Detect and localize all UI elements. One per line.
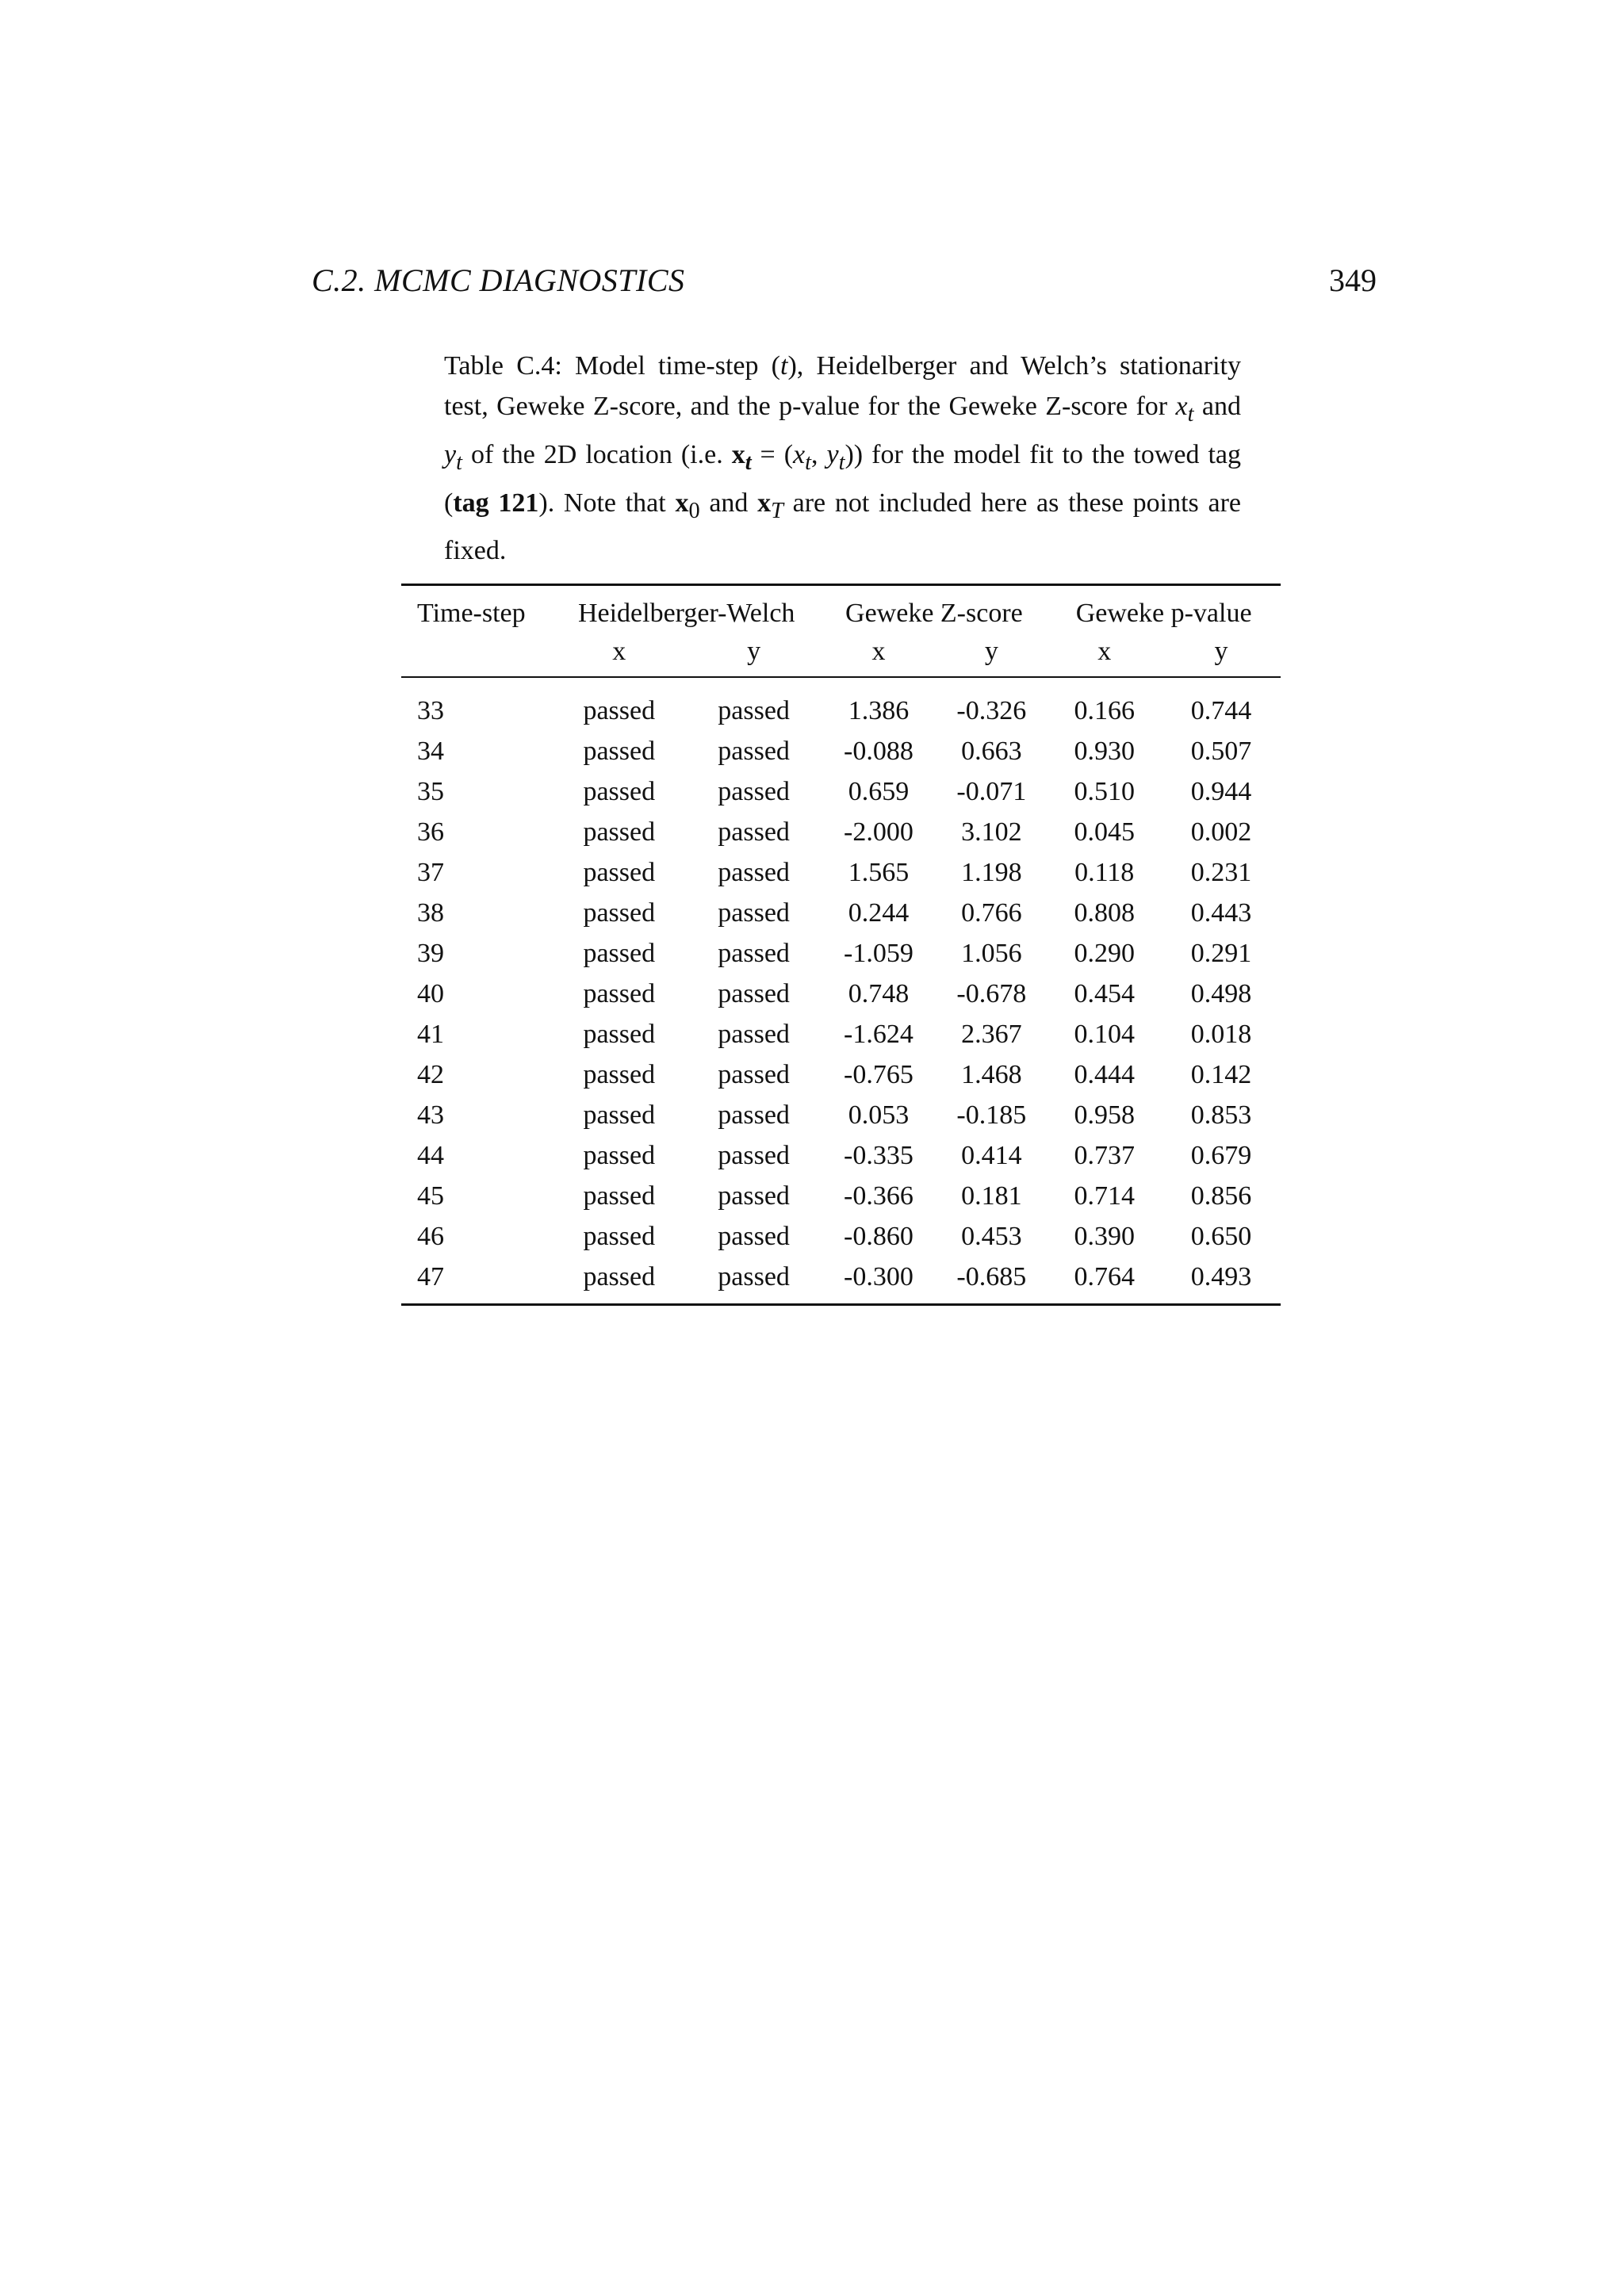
sub-header-p-y: y bbox=[1214, 637, 1228, 666]
cell-hw-x: passed bbox=[583, 1059, 656, 1089]
page-number: 349 bbox=[1329, 262, 1377, 298]
cell-p-x: 0.808 bbox=[1074, 897, 1135, 928]
cell-hw-x: passed bbox=[583, 938, 656, 968]
sub-header-empty bbox=[401, 632, 552, 677]
cell-z-x: 0.659 bbox=[848, 776, 910, 806]
cell-hw-y: passed bbox=[718, 897, 790, 928]
cell-p-y: 0.493 bbox=[1190, 1261, 1252, 1292]
cell-z-x: 1.565 bbox=[848, 857, 910, 887]
cell-z-x: -2.000 bbox=[844, 817, 914, 847]
cell-p-x: 0.737 bbox=[1074, 1140, 1135, 1170]
math-xt: $x_t$ bbox=[1175, 392, 1194, 427]
cell-hw-x: passed bbox=[583, 1140, 656, 1170]
cell-z-y: 1.056 bbox=[961, 938, 1022, 968]
cell-p-y: 0.498 bbox=[1190, 978, 1252, 1008]
math-vec-x0: $x_0$ bbox=[675, 488, 700, 523]
cell-p-x: 0.118 bbox=[1074, 857, 1135, 887]
cell-hw-x: passed bbox=[583, 1100, 656, 1130]
math-yt2: $y_t$ bbox=[826, 439, 845, 475]
cell-hw-x: passed bbox=[583, 897, 656, 928]
math-vec-xT: $x_T$ bbox=[757, 488, 783, 523]
cell-hw-x: passed bbox=[583, 1261, 656, 1292]
cell-hw-y: passed bbox=[718, 817, 790, 847]
cell-p-x: 0.290 bbox=[1074, 938, 1135, 968]
cell-p-x: 0.104 bbox=[1074, 1019, 1135, 1049]
cell-p-x: 0.444 bbox=[1074, 1059, 1135, 1089]
cell-timestep: 44 bbox=[417, 1140, 444, 1170]
cell-hw-y: passed bbox=[718, 1019, 790, 1049]
cell-hw-y: passed bbox=[718, 1140, 790, 1170]
table-row bbox=[401, 771, 1281, 812]
cell-p-y: 0.507 bbox=[1190, 736, 1252, 766]
cell-p-x: 0.166 bbox=[1074, 695, 1135, 725]
cell-hw-x: passed bbox=[583, 857, 656, 887]
cell-hw-x: passed bbox=[583, 1019, 656, 1049]
cell-hw-x: passed bbox=[583, 695, 656, 725]
table-row bbox=[401, 1014, 1281, 1054]
cell-p-y: 0.650 bbox=[1190, 1221, 1252, 1251]
cell-z-y: 1.468 bbox=[961, 1059, 1022, 1089]
cell-z-y: 3.102 bbox=[961, 817, 1022, 847]
caption-text: , bbox=[811, 439, 827, 469]
math-vec-xt: $x_t$ bbox=[731, 439, 752, 475]
sub-header-hw-x: x bbox=[612, 637, 626, 666]
cell-z-x: -0.300 bbox=[844, 1261, 914, 1292]
table-row bbox=[401, 1216, 1281, 1257]
sub-header-p-x: x bbox=[1097, 637, 1112, 666]
cell-p-y: 0.744 bbox=[1190, 695, 1252, 725]
cell-timestep: 33 bbox=[417, 695, 444, 725]
cell-p-x: 0.045 bbox=[1074, 817, 1135, 847]
cell-hw-y: passed bbox=[718, 978, 790, 1008]
caption-text: and bbox=[1193, 392, 1241, 421]
cell-z-y: -0.678 bbox=[956, 978, 1027, 1008]
col-header-timestep: Time-step bbox=[417, 599, 526, 628]
cell-z-x: -1.624 bbox=[844, 1019, 914, 1049]
cell-hw-y: passed bbox=[718, 1181, 790, 1211]
cell-p-y: 0.853 bbox=[1190, 1100, 1252, 1130]
cell-p-x: 0.714 bbox=[1074, 1181, 1135, 1211]
cell-hw-y: passed bbox=[718, 938, 790, 968]
table-sub-header-row bbox=[401, 632, 1281, 677]
cell-z-y: 0.766 bbox=[961, 897, 1022, 928]
cell-hw-x: passed bbox=[583, 817, 656, 847]
cell-z-y: 1.198 bbox=[961, 857, 1022, 887]
math-xt2: $x_t$ bbox=[793, 439, 812, 475]
cell-z-y: 0.453 bbox=[961, 1221, 1022, 1251]
table-caption bbox=[444, 346, 1241, 571]
cell-timestep: 38 bbox=[417, 897, 444, 928]
cell-z-x: -1.059 bbox=[844, 938, 914, 968]
diagnostics-table-wrap bbox=[401, 584, 1281, 1306]
cell-z-y: 0.181 bbox=[961, 1181, 1022, 1211]
sub-header-z-y: y bbox=[984, 637, 998, 666]
table-row bbox=[401, 677, 1281, 731]
tag-label: tag 121 bbox=[453, 488, 539, 518]
table-row bbox=[401, 1257, 1281, 1305]
cell-z-x: 0.244 bbox=[848, 897, 910, 928]
cell-p-y: 0.679 bbox=[1190, 1140, 1252, 1170]
cell-z-x: 0.748 bbox=[848, 978, 910, 1008]
cell-z-x: 0.053 bbox=[848, 1100, 910, 1130]
table-row bbox=[401, 731, 1281, 771]
cell-hw-x: passed bbox=[583, 1181, 656, 1211]
col-header-geweke-p: Geweke p-value bbox=[1075, 599, 1252, 628]
cell-z-y: 0.663 bbox=[961, 736, 1022, 766]
running-header bbox=[312, 262, 1377, 301]
cell-p-y: 0.856 bbox=[1190, 1181, 1252, 1211]
cell-timestep: 41 bbox=[417, 1019, 444, 1049]
diagnostics-table bbox=[401, 584, 1281, 1306]
cell-hw-y: passed bbox=[718, 857, 790, 887]
cell-timestep: 36 bbox=[417, 817, 444, 847]
cell-hw-x: passed bbox=[583, 736, 656, 766]
cell-p-y: 0.944 bbox=[1190, 776, 1252, 806]
table-row bbox=[401, 933, 1281, 974]
cell-z-x: -0.335 bbox=[844, 1140, 914, 1170]
cell-timestep: 35 bbox=[417, 776, 444, 806]
cell-z-y: -0.185 bbox=[956, 1100, 1027, 1130]
cell-timestep: 34 bbox=[417, 736, 444, 766]
table-row bbox=[401, 1095, 1281, 1135]
table-row bbox=[401, 852, 1281, 893]
cell-z-y: -0.326 bbox=[956, 695, 1027, 725]
cell-z-y: 2.367 bbox=[961, 1019, 1022, 1049]
cell-timestep: 40 bbox=[417, 978, 444, 1008]
table-row bbox=[401, 1135, 1281, 1176]
caption-text: Table C.4: Model time-step ( bbox=[444, 351, 781, 381]
cell-timestep: 46 bbox=[417, 1221, 444, 1251]
caption-text: ). Note that bbox=[538, 488, 676, 518]
cell-hw-y: passed bbox=[718, 695, 790, 725]
cell-hw-y: passed bbox=[718, 1100, 790, 1130]
table-row bbox=[401, 812, 1281, 852]
cell-hw-y: passed bbox=[718, 1221, 790, 1251]
table-row bbox=[401, 893, 1281, 933]
cell-p-x: 0.454 bbox=[1074, 978, 1135, 1008]
cell-p-x: 0.930 bbox=[1074, 736, 1135, 766]
cell-z-x: -0.088 bbox=[844, 736, 914, 766]
caption-text: ), Heidelberger and Welch’s stationarity test, Geweke Z-score, and the p-value for the Geweke Z-score for bbox=[444, 351, 1241, 421]
cell-p-y: 0.291 bbox=[1190, 938, 1252, 968]
cell-hw-x: passed bbox=[583, 978, 656, 1008]
table-body bbox=[401, 677, 1281, 1305]
cell-z-y: -0.685 bbox=[956, 1261, 1027, 1292]
cell-timestep: 47 bbox=[417, 1261, 444, 1292]
caption-text: of the 2D location (i.e. bbox=[462, 439, 732, 469]
caption-text: )) for the model fit to the towed tag ( bbox=[444, 439, 1242, 518]
math-yt: $y_t$ bbox=[444, 439, 462, 475]
table-row bbox=[401, 974, 1281, 1014]
cell-z-x: 1.386 bbox=[848, 695, 910, 725]
math-t: t bbox=[780, 351, 788, 381]
cell-p-y: 0.142 bbox=[1190, 1059, 1252, 1089]
cell-timestep: 43 bbox=[417, 1100, 444, 1130]
cell-p-y: 0.018 bbox=[1190, 1019, 1252, 1049]
col-header-heidelberger-welch: Heidelberger-Welch bbox=[577, 599, 795, 628]
cell-p-x: 0.390 bbox=[1074, 1221, 1135, 1251]
cell-hw-x: passed bbox=[583, 1221, 656, 1251]
cell-hw-y: passed bbox=[718, 1261, 790, 1292]
col-header-geweke-z: Geweke Z-score bbox=[845, 599, 1023, 628]
sub-header-z-x: x bbox=[871, 637, 886, 666]
cell-z-x: -0.765 bbox=[844, 1059, 914, 1089]
cell-timestep: 45 bbox=[417, 1181, 444, 1211]
cell-p-x: 0.510 bbox=[1074, 776, 1135, 806]
caption-text: = ( bbox=[751, 439, 794, 469]
cell-timestep: 42 bbox=[417, 1059, 444, 1089]
cell-p-x: 0.958 bbox=[1074, 1100, 1135, 1130]
cell-p-y: 0.002 bbox=[1190, 817, 1252, 847]
cell-timestep: 39 bbox=[417, 938, 444, 968]
cell-hw-y: passed bbox=[718, 1059, 790, 1089]
cell-p-y: 0.231 bbox=[1190, 857, 1252, 887]
cell-hw-y: passed bbox=[718, 736, 790, 766]
cell-z-y: -0.071 bbox=[956, 776, 1027, 806]
table-row bbox=[401, 1054, 1281, 1095]
cell-timestep: 37 bbox=[417, 857, 444, 887]
cell-p-y: 0.443 bbox=[1190, 897, 1252, 928]
table-group-header-row bbox=[401, 585, 1281, 633]
cell-z-y: 0.414 bbox=[961, 1140, 1022, 1170]
caption-text: and bbox=[699, 488, 758, 518]
cell-z-x: -0.366 bbox=[844, 1181, 914, 1211]
section-title: C.2. MCMC DIAGNOSTICS bbox=[312, 262, 685, 298]
cell-z-x: -0.860 bbox=[844, 1221, 914, 1251]
cell-hw-x: passed bbox=[583, 776, 656, 806]
table-row bbox=[401, 1176, 1281, 1216]
sub-header-hw-y: y bbox=[747, 637, 761, 666]
caption-text: are not included here as these points are fixed. bbox=[444, 488, 1241, 566]
cell-p-x: 0.764 bbox=[1074, 1261, 1135, 1292]
cell-hw-y: passed bbox=[718, 776, 790, 806]
